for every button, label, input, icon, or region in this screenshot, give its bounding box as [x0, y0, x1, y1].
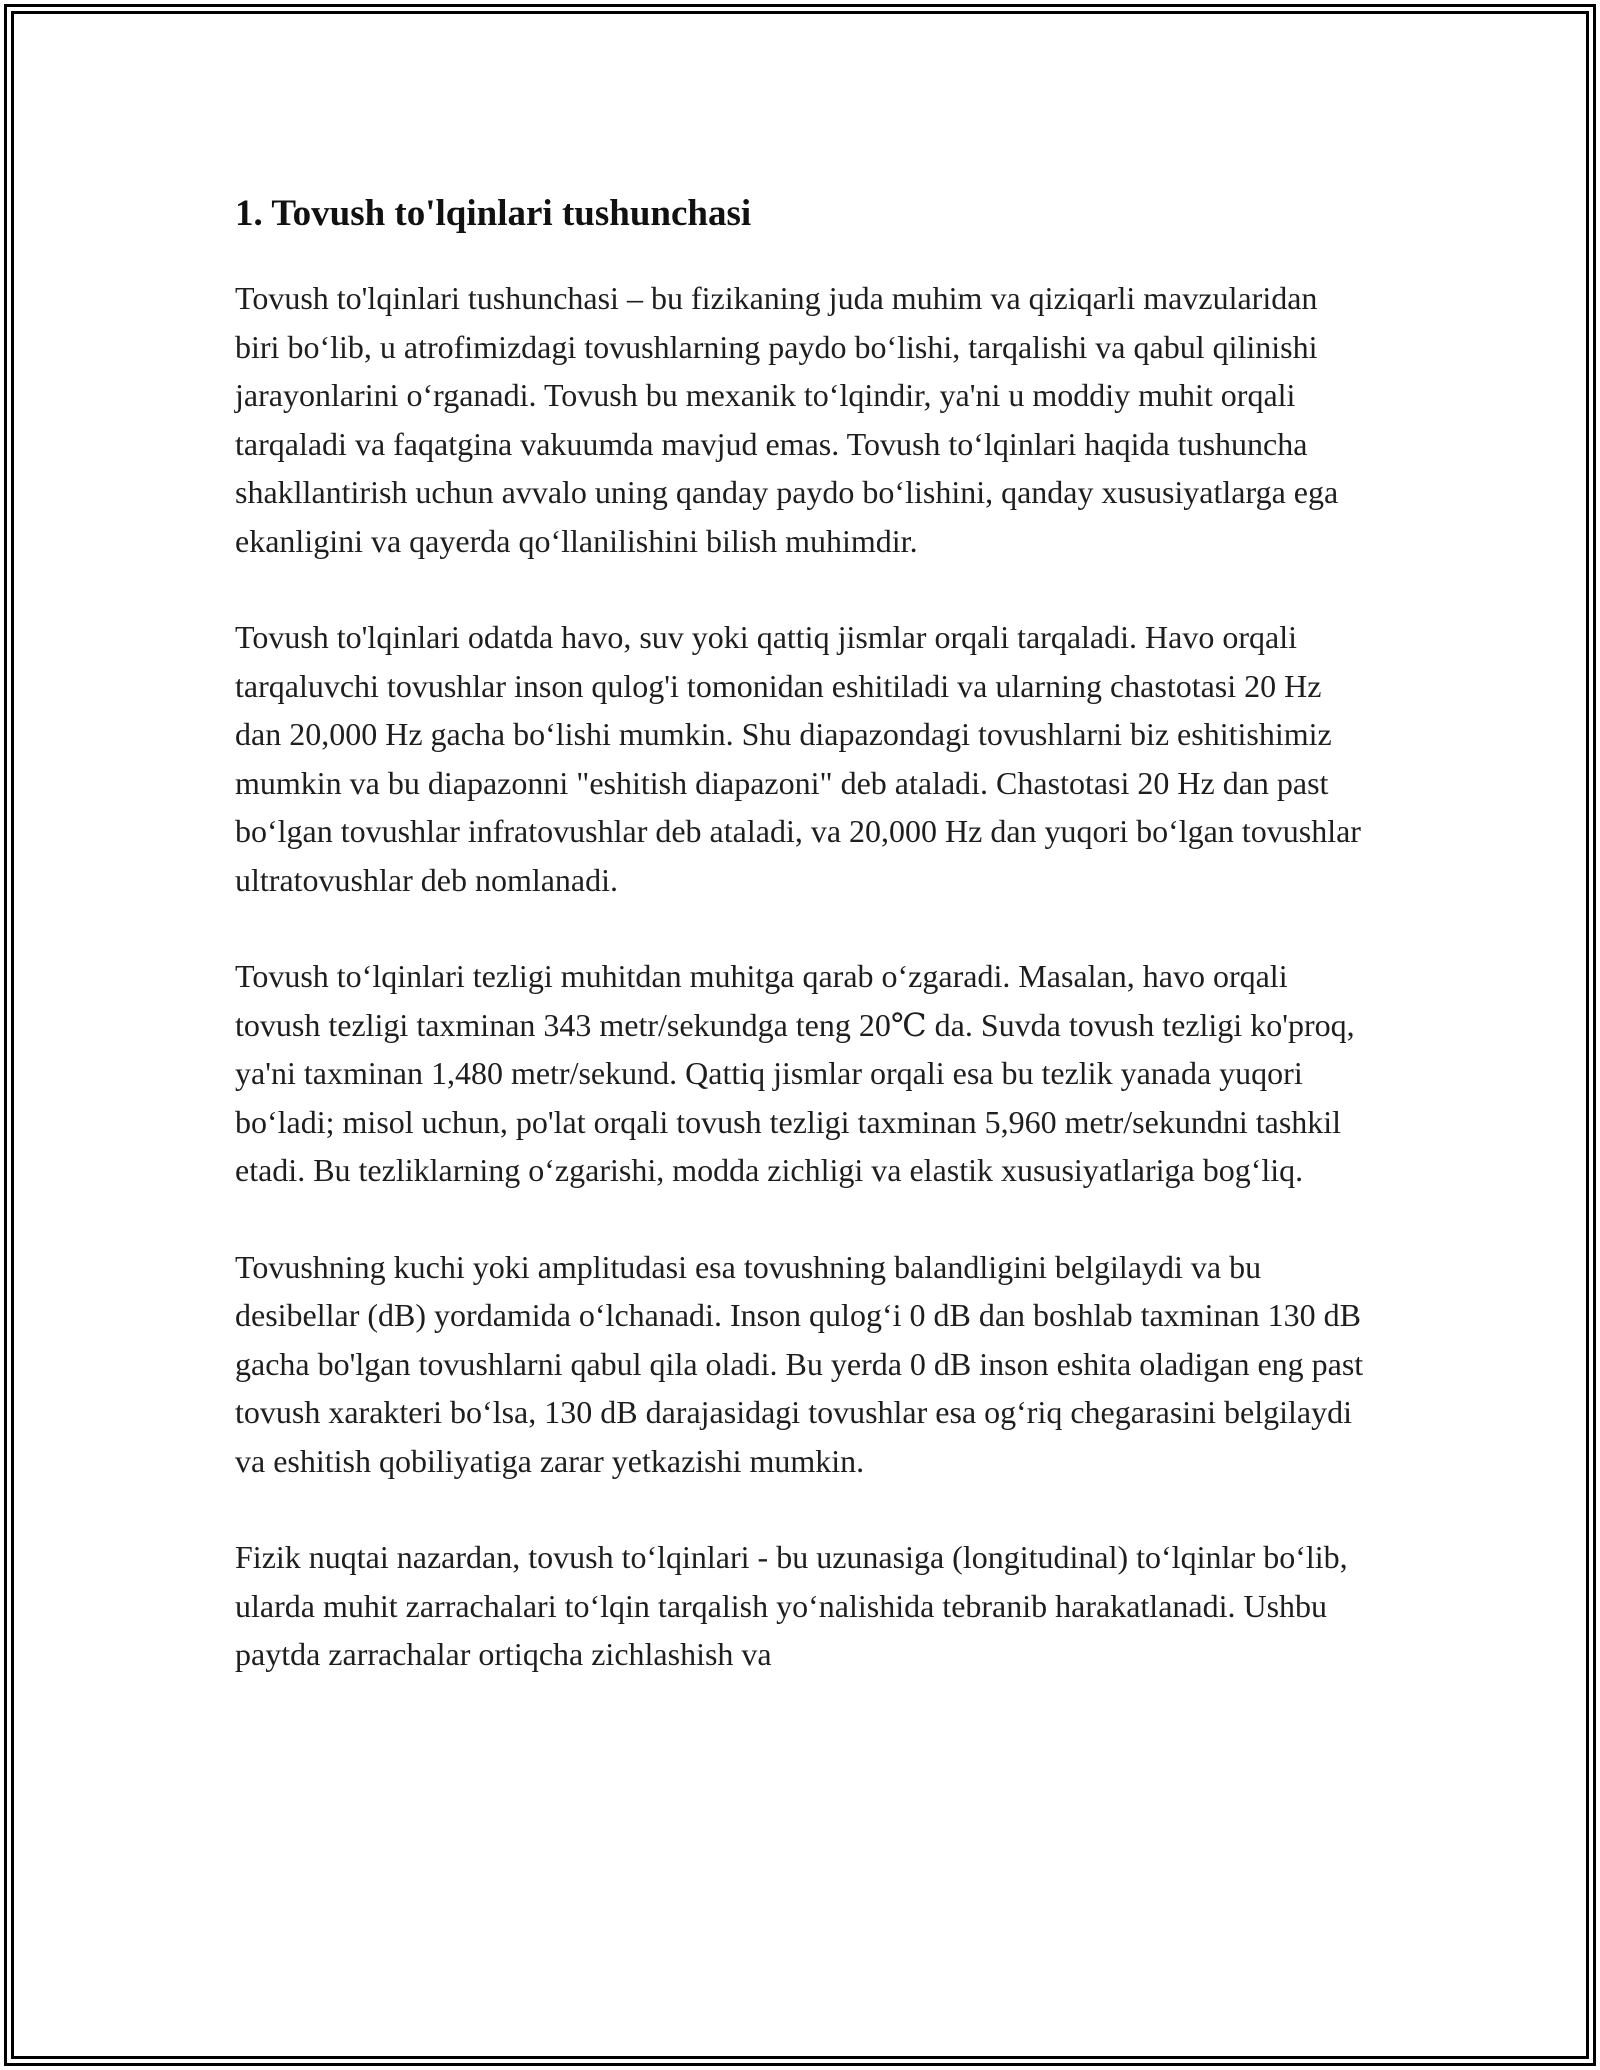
document-body: [235, 186, 1365, 1679]
paragraph-speed-of-sound: Tovush to‘lqinlari tezligi muhitdan muhitga qarab o‘zgaradi. Masalan, havo orqali tovush tezligi taxminan 343 metr/sekundga teng 20℃ da. Suvda tovush tezligi ko'proq, ya'ni taxminan 1,480 metr/sekund. Qattiq jismlar orqali esa bu tezlik yanada yuqori bo‘ladi; misol uchun, po'lat orqali tovush tezligi taxminan 5,960 metr/sekundni tashkil etadi. Bu tezliklarning o‘zgarishi, modda zichligi va elastik xususiyatlariga bog‘liq.: [235, 958, 1355, 1188]
paragraph-propagation-frequency: Tovush to'lqinlari odatda havo, suv yoki qattiq jismlar orqali tarqaladi. Havo orqali tarqaluvchi tovushlar inson qulog'i tomonidan eshitiladi va ularning chastotasi 20 Hz dan 20,000 Hz gacha bo‘lishi mumkin. Shu diapazondagi tovushlarni biz eshitishimiz mumkin va bu diapazonni "eshitish diapazoni" deb ataladi. Chastotasi 20 Hz dan past bo‘lgan tovushlar infratovushlar deb ataladi, va 20,000 Hz dan yuqori bo‘lgan tovushlar ultratovushlar deb nomlanadi.: [235, 619, 1361, 898]
paragraph-longitudinal-waves: Fizik nuqtai nazardan, tovush to‘lqinlari - bu uzunasiga (longitudinal) to‘lqinlar bo‘lib, ularda muhit zarrachalari to‘lqin tarqalish yo‘nalishida tebranib harakatlanadi. Ushbu paytda zarrachalar ortiqcha zichlashish va: [235, 1539, 1348, 1672]
paragraph-amplitude-decibels: Tovushning kuchi yoki amplitudasi esa tovushning balandligini belgilaydi va bu desibellar (dB) yordamida o‘lchanadi. Inson qulog‘i 0 dB dan boshlab taxminan 130 dB gacha bo'lgan tovushlarni qabul qila oladi. Bu yerda 0 dB inson eshita oladigan eng past tovush xarakteri bo‘lsa, 130 dB darajasidagi tovushlar esa og‘riq chegarasini belgilaydi va eshitish qobiliyatiga zarar yetkazishi mumkin.: [235, 1248, 1364, 1479]
paragraph-introduction: Tovush to'lqinlari tushunchasi – bu fizikaning juda muhim va qiziqarli mavzularidan biri bo‘lib, u atrofimizdagi tovushlarning paydo bo‘lishi, tarqalishi va qabul qilinishi jarayonlarini o‘rganadi. Tovush bu mexanik to‘lqindir, ya'ni u moddiy muhit orqali tarqaladi va faqatgina vakuumda mavjud emas. Tovush to‘lqinlari haqida tushuncha shakllantirish uchun avvalo uning qanday paydo bo‘lishini, qanday xususiyatlarga ega ekanligini va qayerda qo‘llanilishini bilish muhimdir.: [235, 280, 1339, 559]
section-heading: 1. Tovush to'lqinlari tushunchasi: [235, 193, 752, 234]
